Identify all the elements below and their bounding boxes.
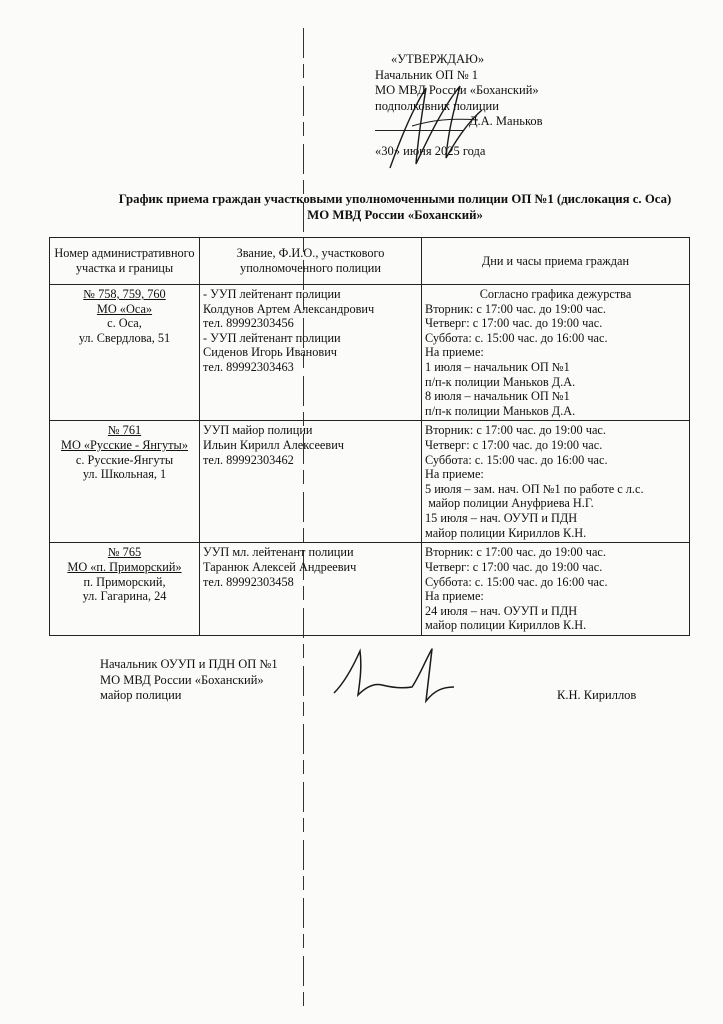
schedule-line: майор полиции Кириллов К.Н.	[425, 618, 587, 633]
approval-date: «30» июня 2025 года	[375, 143, 486, 158]
officer-line: Сиденов Игорь Иванович	[203, 345, 337, 360]
handwritten-signature-footer	[330, 645, 470, 705]
approval-rank: подполковник полиции	[375, 98, 499, 113]
officer-line: - УУП лейтенант полиции	[203, 330, 341, 345]
officer-line: тел. 89992303458	[203, 574, 294, 589]
schedule-line: Четверг: с 17:00 час. до 19:00 час.	[425, 316, 603, 331]
schedule-line: 5 июля – зам. нач. ОП №1 по работе с л.с.	[425, 481, 644, 496]
area-cell	[50, 421, 200, 543]
area-place: с. Русские-Янгуты	[75, 452, 174, 467]
approval-signatory: Д.А. Маньков	[469, 114, 543, 128]
area-number: № 761	[107, 423, 142, 438]
column-header-officer: Звание, Ф.И.О., участкового уполномоченного полиции	[200, 238, 422, 285]
area-place: п. Приморский,	[83, 574, 166, 589]
table-row	[50, 421, 690, 543]
schedule-line: Вторник: с 17:00 час. до 19:00 час.	[425, 545, 606, 560]
schedule-line: 8 июля – начальник ОП №1	[425, 389, 570, 404]
schedule-line: Четверг: с 17:00 час. до 19:00 час.	[425, 437, 603, 452]
schedule-line: Суббота: с. 15:00 час. до 16:00 час.	[425, 330, 608, 345]
handwritten-signature-approval	[382, 80, 492, 172]
schedule-line: 1 июля – начальник ОП №1	[425, 359, 570, 374]
area-place: с. Оса,	[107, 316, 142, 331]
area-mo: МО «Русские - Янгуты»	[61, 437, 188, 452]
schedule-line: майор полиции Ануфриева Н.Г.	[425, 496, 594, 511]
document-title	[95, 192, 695, 223]
footer-signatory-block	[100, 657, 278, 704]
schedule-line: п/п-к полиции Маньков Д.А.	[425, 374, 576, 389]
officer-cell	[200, 285, 422, 421]
area-street: ул. Школьная, 1	[82, 467, 167, 482]
area-cell	[50, 543, 200, 636]
officer-line: тел. 89992303463	[203, 359, 294, 374]
column-header-area: Номер административного участка и границы	[50, 238, 200, 285]
schedule-line: На приеме:	[425, 345, 484, 360]
reception-schedule-table	[49, 237, 690, 636]
officer-line: Таранюк Алексей Андреевич	[203, 559, 357, 574]
officer-line: УУП мл. лейтенант полиции	[203, 545, 354, 560]
footer-name: К.Н. Кириллов	[557, 688, 637, 702]
officer-line: тел. 89992303456	[203, 316, 294, 331]
table-row	[50, 543, 690, 636]
officer-line: Колдунов Артем Александрович	[203, 301, 375, 316]
approval-position-line1: Начальник ОП № 1	[375, 67, 479, 82]
officer-cell	[200, 543, 422, 636]
schedule-line: На приеме:	[425, 467, 484, 482]
area-street: ул. Гагарина, 24	[82, 589, 167, 604]
document-title-line1: График приема граждан участковыми уполномоченными полиции ОП №1 (дислокация с. Оса)	[118, 192, 672, 206]
schedule-line: п/п-к полиции Маньков Д.А.	[425, 403, 576, 418]
schedule-cell	[422, 543, 690, 636]
officer-line: Ильин Кирилл Алексеевич	[203, 437, 344, 452]
approval-heading: «УТВЕРЖДАЮ»	[391, 52, 485, 66]
area-mo: МО «Оса»	[96, 301, 153, 316]
document-title-line2: МО МВД России «Боханский»	[307, 207, 483, 222]
officer-line: тел. 89992303462	[203, 452, 294, 467]
officer-line: УУП майор полиции	[203, 423, 313, 438]
schedule-cell	[422, 421, 690, 543]
officer-cell	[200, 421, 422, 543]
schedule-line: 24 июля – нач. ОУУП и ПДН	[425, 603, 578, 618]
table-row	[50, 285, 690, 421]
schedule-cell	[422, 285, 690, 421]
footer-position-line1: Начальник ОУУП и ПДН ОП №1	[100, 657, 278, 671]
approval-position-line2: МО МВД России «Боханский»	[375, 83, 539, 97]
schedule-line: Вторник: с 17:00 час. до 19:00 час.	[425, 301, 606, 316]
area-cell	[50, 285, 200, 421]
footer-position-line2: МО МВД России «Боханский»	[100, 672, 264, 687]
area-mo: МО «п. Приморский»	[67, 559, 182, 574]
schedule-line: майор полиции Кириллов К.Н.	[425, 525, 587, 540]
schedule-line: 15 июля – нач. ОУУП и ПДН	[425, 510, 578, 525]
officer-line: - УУП лейтенант полиции	[203, 287, 341, 301]
schedule-line: Суббота: с. 15:00 час. до 16:00 час.	[425, 574, 608, 589]
table-header-row	[50, 238, 690, 285]
area-number: № 758, 759, 760	[83, 287, 166, 301]
area-number: № 765	[107, 545, 142, 560]
footer-rank: майор полиции	[100, 688, 182, 702]
schedule-line: Вторник: с 17:00 час. до 19:00 час.	[425, 423, 606, 438]
schedule-line: Суббота: с. 15:00 час. до 16:00 час.	[425, 452, 608, 467]
schedule-line: Четверг: с 17:00 час. до 19:00 час.	[425, 559, 603, 574]
area-street: ул. Свердлова, 51	[78, 330, 171, 345]
schedule-header: Согласно графика дежурства	[479, 287, 632, 301]
schedule-line: На приеме:	[425, 589, 484, 604]
column-header-schedule: Дни и часы приема граждан	[422, 238, 690, 285]
